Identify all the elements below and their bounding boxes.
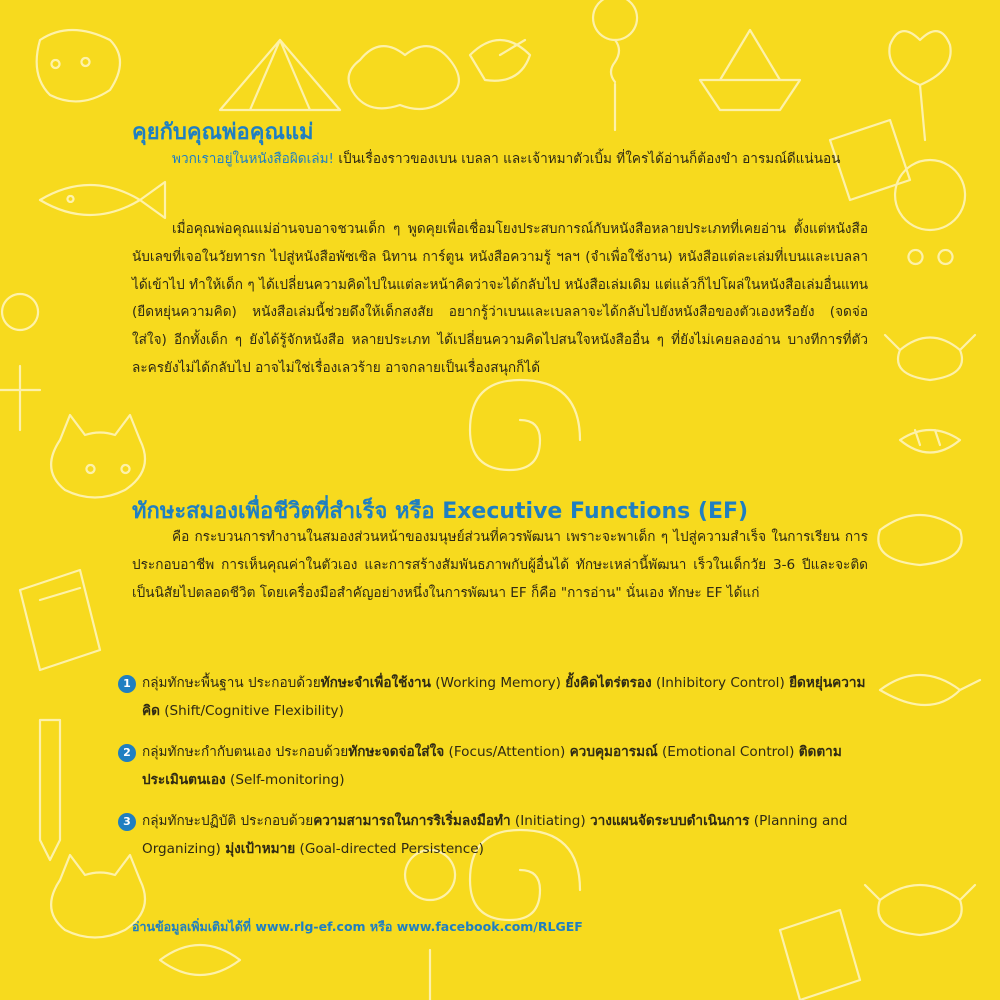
intro-lead-text: พวกเราอยู่ในหนังสือผิดเล่ม! xyxy=(172,151,334,167)
skill-name: ควบคุมอารมณ์ xyxy=(569,744,658,760)
skill-english: (Emotional Control) xyxy=(657,744,799,760)
skill-name: ยั้งคิดไตร่ตรอง xyxy=(565,675,652,691)
skill-name: ความสามารถในการริเริ่มลงมือทำ xyxy=(313,813,511,829)
item-prefix: กลุ่มทักษะกำกับตนเอง ประกอบด้วย xyxy=(142,744,349,760)
list-item xyxy=(118,808,870,864)
intro-paragraph xyxy=(132,146,868,174)
item-prefix: กลุ่มทักษะปฏิบัติ ประกอบด้วย xyxy=(142,813,314,829)
discussion-paragraph: เมื่อคุณพ่อคุณแม่อ่านจบอาจชวนเด็ก ๆ พูดคุยเพื่อเชื่อมโยงประสบการณ์กับหนังสือหลายประเภทที่เคยอ่าน ตั้งแต่หนังสือนับเลขที่เจอในวัยทารก ไปสู่หนังสือพัซเซิล นิทาน การ์ตูน หนังสือความรู้ ฯลฯ (จำเพื่อใช้งาน) หนังสือแต่ละเล่มที่เบนและเบลลาได้เข้าไป ทำให้เด็ก ๆ ได้เปลี่ยนความคิดไปในแต่ละหน้าคิดว่าจะได้กลับไป หนังสือเล่มเดิม แต่แล้วก็ไปโผล่ในหนังสือเล่มอื่นแทน (ยืดหยุ่นความคิด) หนังสือเล่มนี้ช่วยดึงให้เด็กสงสัย อยากรู้ว่าเบนและเบลลาจะได้กลับไปยังหนังสือของตัวเองหรือยัง (จดจ่อใส่ใจ) อีกทั้งเด็ก ๆ ยังได้รู้จักหนังสือ หลายประเภท ได้เปลี่ยนความคิดไปสนใจหนังสืออื่น ๆ ที่ยังไม่เคยลองอ่าน บางทีการที่ตัวละครยังไม่ได้กลับไป อาจไม่ใช่เรื่องเลวร้าย อาจกลายเป็นเรื่องสนุกก็ได้ xyxy=(132,221,868,376)
list-item xyxy=(118,670,870,726)
skill-name: มุ่งเป้าหมาย xyxy=(225,840,296,857)
list-item xyxy=(118,739,870,795)
intro-rest-text: เป็นเรื่องราวของเบน เบลลา และเจ้าหมาตัวเบิ้ม ที่ใครได้อ่านก็ต้องขำ อารมณ์ดีแน่นอน xyxy=(334,151,841,167)
number-badge-3: 3 xyxy=(118,813,136,831)
ef-definition-paragraph: คือ กระบวนการทำงานในสมองส่วนหน้าของมนุษย์ส่วนที่ควรพัฒนา เพราะจะพาเด็ก ๆ ไปสู่ความสำเร็จ ในการเรียน การประกอบอาชีพ การเห็นคุณค่าในตัวเอง และการสร้างสัมพันธภาพกับผู้อื่นได้ ทักษะเหล่านี้พัฒนา เร็วในเด็กวัย 3-6 ปีและจะติดเป็นนิสัยไปตลอดชีวิต โดยเครื่องมือสำคัญอย่างหนึ่งในการพัฒนา EF ก็คือ "การอ่าน" นั่นเอง ทักษะ EF ได้แก่ xyxy=(132,529,868,601)
skill-english: (Goal-directed Persistence) xyxy=(295,840,484,857)
skill-english: (Working Memory) xyxy=(430,675,566,691)
skill-english: (Initiating) xyxy=(510,813,591,829)
section-heading-parents: คุยกับคุณพ่อคุณแม่ xyxy=(132,120,314,145)
skill-english: (Inhibitory Control) xyxy=(651,675,790,691)
skill-english: (Shift/Cognitive Flexibility) xyxy=(159,702,344,719)
number-badge-2: 2 xyxy=(118,744,136,762)
section-heading-ef: ทักษะสมองเพื่อชีวิตที่สำเร็จ หรือ Executive Functions (EF) xyxy=(132,499,749,524)
item-prefix: กลุ่มทักษะพื้นฐาน ประกอบด้วย xyxy=(142,675,321,691)
skill-name: ติดตาม ประเมินตนเอง xyxy=(142,744,842,788)
skill-english: (Planning and Organizing) xyxy=(142,813,848,857)
skill-name: วางแผนจัดระบบดำเนินการ xyxy=(590,813,750,829)
more-info-footer: อ่านข้อมูลเพิ่มเติมได้ที่ www.rlg-ef.com หรือ www.facebook.com/RLGEF xyxy=(132,919,583,934)
skill-name: ยืดหยุ่นความคิด xyxy=(142,675,866,719)
skill-name: ทักษะจำเพื่อใช้งาน xyxy=(320,675,431,691)
number-badge-1: 1 xyxy=(118,675,136,693)
skill-english: (Focus/Attention) xyxy=(444,744,570,760)
skill-english: (Self-monitoring) xyxy=(225,771,345,788)
skill-name: ทักษะจดจ่อใส่ใจ xyxy=(348,744,445,760)
